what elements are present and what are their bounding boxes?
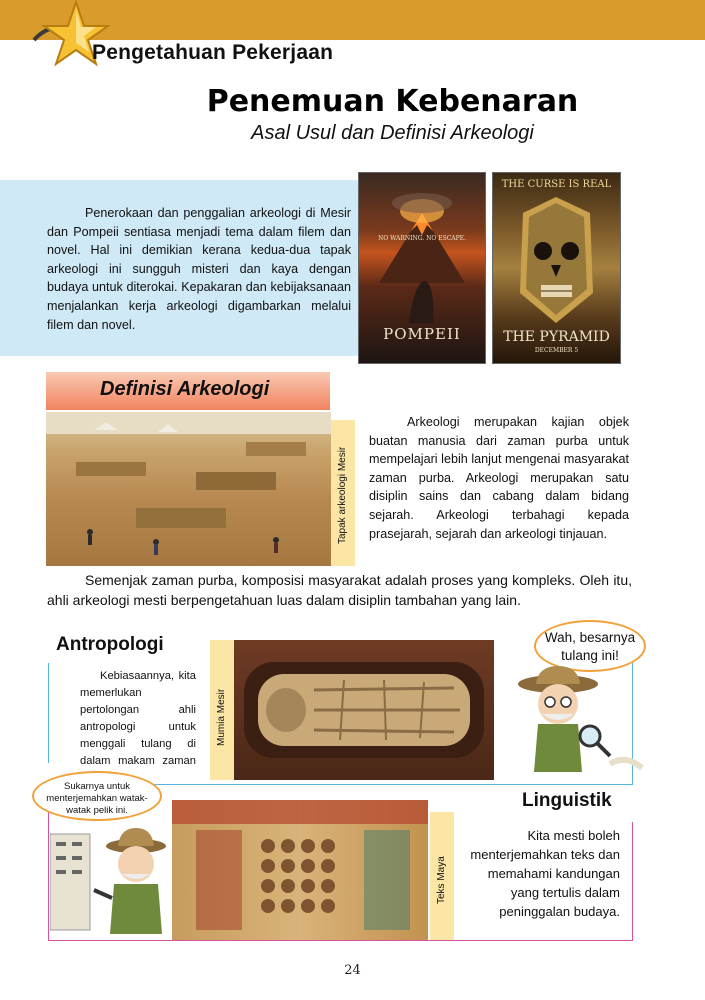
mummy-photo-caption: Mumia Mesir xyxy=(216,688,227,746)
definition-photo-caption: Tapak arkeologi Mesir xyxy=(337,446,348,544)
pyramid-tagline: THE CURSE IS REAL xyxy=(501,179,612,190)
mummy-photo xyxy=(234,640,494,780)
page-subtitle: Asal Usul dan Definisi Arkeologi xyxy=(251,122,534,144)
bubble-line: Wah, besarnya xyxy=(544,630,636,645)
linguistik-frame-right xyxy=(632,822,633,940)
section-title: Pengetahuan Pekerjaan xyxy=(92,41,334,64)
maya-photo-caption: Teks Maya xyxy=(436,856,447,904)
pompeii-poster xyxy=(358,172,486,364)
pompeii-tagline: NO WARNING. NO ESCAPE. xyxy=(378,235,466,242)
complexity-paragraph: Semenjak zaman purba, komposisi masyarakat adalah proses yang kompleks. Oleh itu, ahli arkeologi mesti berpengetahuan luas dalam disiplin tambahan yang lain. xyxy=(47,572,632,608)
linguistik-heading: Linguistik xyxy=(522,790,612,811)
mummy-caption-bar xyxy=(210,640,234,780)
page-title: Penemuan Kebenaran xyxy=(206,84,579,119)
definition-heading: Definisi Arkeologi xyxy=(100,378,270,400)
explorer-writing-icon xyxy=(50,822,170,938)
speech-bubble-linguistik xyxy=(32,771,162,821)
bubble-line: Sukarnya untuk xyxy=(63,781,130,792)
bubble-line: tulang ini! xyxy=(561,648,619,663)
pyramid-title: THE PYRAMID xyxy=(503,329,610,345)
definition-paragraph: Arkeologi merupakan kajian objek buatan manusia dari zaman purba untuk mempelajari lebih lanjut mengenai masyarakat zaman purba. Arkeologi merupakan satu disiplin sains dan cabang dalam bidang sejarah. Arkeologi terbahagi kepada prasejarah, sejarah dan arkeologi tinjauan. xyxy=(369,415,629,541)
maya-text-photo xyxy=(172,800,428,940)
explorer-magnifier-icon xyxy=(498,664,648,780)
pompeii-title: POMPEII xyxy=(383,325,461,343)
bubble-line: menterjemahkan watak- xyxy=(46,793,148,804)
pyramid-date: DECEMBER 5 xyxy=(534,347,579,354)
intro-paragraph: Penerokaan dan penggalian arkeologi di Mesir dan Pompeii sentiasa menjadi tema dalam filem dan novel. Hal ini demikian kerana kedua-dua tapak arkeologi ini sungguh misteri dan kaya dengan budaya untuk diterokai. Kepakaran dan kebijaksanaan menjalankan kerja arkeologi digambarkan melalui filem dan novel. xyxy=(47,206,351,332)
star-icon xyxy=(30,0,110,78)
antropologi-frame-left xyxy=(48,663,49,763)
antropologi-paragraph: Kebiasaannya, kita memerlukan pertolongan ahli antropologi untuk menggali tulang di dalam makam zaman xyxy=(80,670,196,767)
bubble-line: watak pelik ini. xyxy=(66,805,128,816)
pyramid-poster xyxy=(492,172,621,364)
maya-caption-bar xyxy=(430,812,454,940)
linguistik-paragraph: Kita mesti boleh menterjemahkan teks dan memahami kandungan yang tertulis dalam peninggalan budaya. xyxy=(470,828,620,919)
page-number: 24 xyxy=(344,963,361,978)
excavation-site-photo xyxy=(46,412,331,566)
definition-caption-bar xyxy=(331,420,355,566)
antropologi-heading: Antropologi xyxy=(56,634,164,655)
